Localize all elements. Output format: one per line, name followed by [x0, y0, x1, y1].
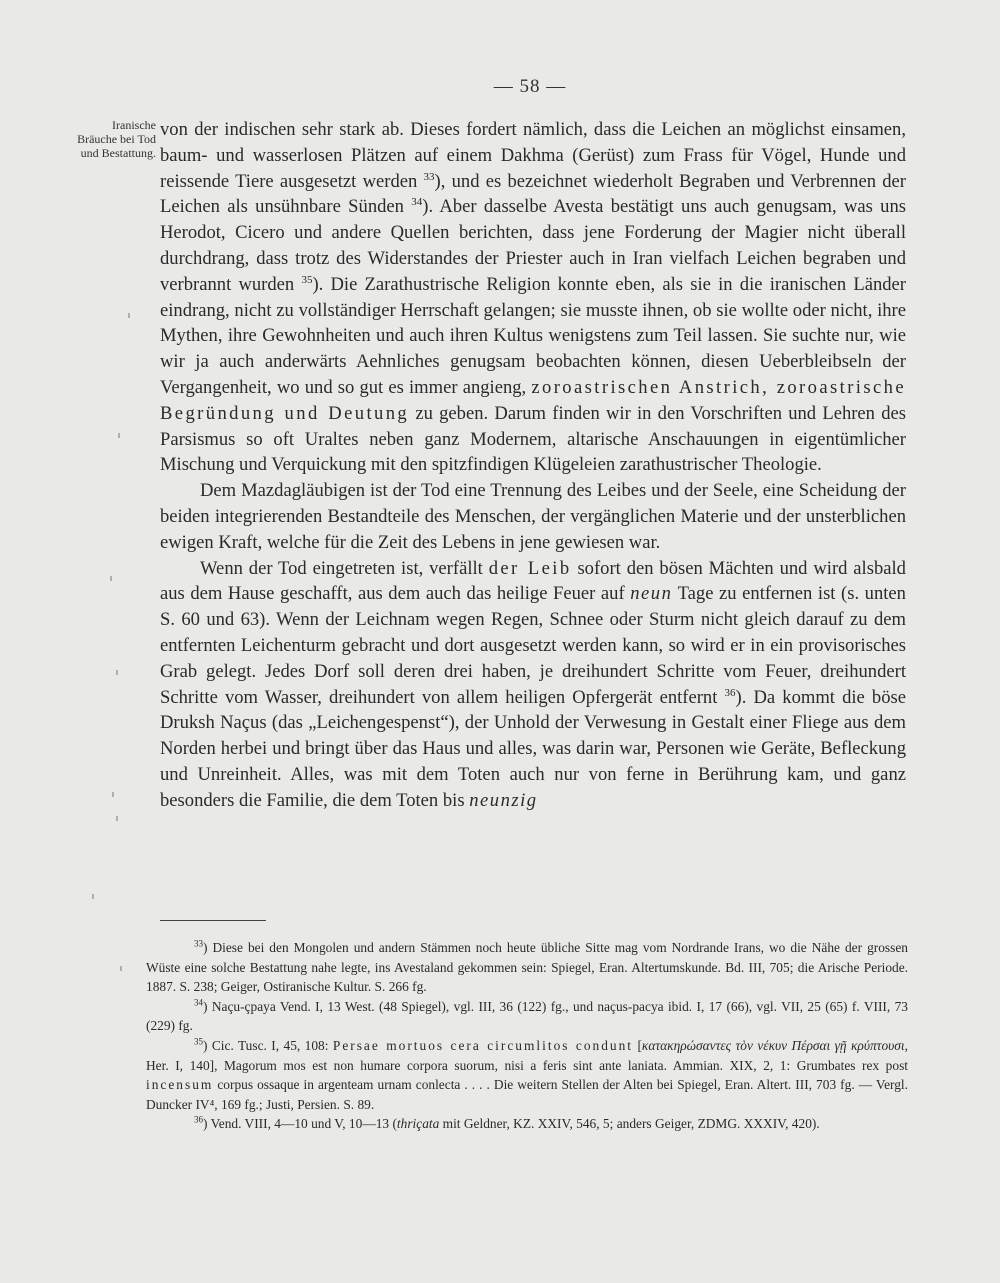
text-run: corpus ossaque in argenteam urnam conlecta . . . . Die weitern Stellen der Alten bei Spiegel, Eran. Altert. III, 703 fg. — Vergl. Duncker IV⁴, 169 fg.; Justi, Persien. S. 89. [146, 1077, 908, 1112]
footnote-ref: 35 [194, 1036, 203, 1047]
footnote [146, 1036, 908, 1114]
text-run: Tage zu entfernen ist (s. unten S. 60 und 63). Wenn der Leichnam wegen Regen, Schnee oder Sturm nicht gleich darauf zu dem entfernten Leichenturm gebracht und dort ausgesetzt werden kann, so wird er in ein provisorisches Grab gelegt. Jedes Dorf soll deren drei haben, je dreihundert Schritte vom Feuer, dreihundert Schritte vom Wasser, dreihundert von allem heiligen Opfergerät entfernt [160, 583, 906, 708]
footnote-ref: 33 [423, 170, 435, 183]
paragraph [160, 478, 906, 555]
footnote-ref: 36 [724, 686, 736, 699]
paragraph [160, 117, 906, 478]
marginal-line: Iranische [112, 118, 156, 132]
text-run: zu geben. Darum finden wir in den Vorschriften und Lehren des Parsismus so oft Uraltes neben ganz Modernem, altarische Anschauungen in eigentümlicher Mischung und Verquickung mit den spitzfindigen Klügeleien zarathustrischer Theologie. [160, 402, 906, 476]
text-run: neun [630, 583, 673, 605]
text-run: ) Diese bei den Mongolen und andern Stämmen noch heute übliche Sitte mag vom Nordrande Irans, wo die Nähe der grossen Wüste eine solche Bestattung nahe legte, ins Avestaland gekommen sein: Spiegel, Eran. Altertumskunde. Bd. III, 705; die Arische Periode. 1887. S. 238; Geiger, Ostiranische Kultur. S. 266 fg. [146, 940, 908, 995]
footnote [146, 1114, 908, 1134]
text-run: zoroastrischen Anstrich, zoroastrische Begründung und Deutung [160, 376, 906, 424]
marginal-line: Bräuche bei Tod [77, 132, 156, 146]
text-run: ). Da kommt die böse Druksh Naçus (das „Leichengespenst“), der Unhold der Verwesung in Gestalt einer Fliege aus dem Norden herbei und bringt über das Haus und alles, was darin war, Personen wie Geräte, Befleckung und Unreinheit. Alles, was mit dem Toten auch nur von ferne in Berührung kam, und ganz besonders die Familie, die dem Toten bis [160, 686, 906, 811]
marginal-line: und Bestattung. [80, 146, 156, 160]
footnote [146, 938, 908, 997]
text-run: ). Aber dasselbe Avesta bestätigt uns auch genugsam, was uns Herodot, Cicero und andere Quellen berichten, dass jene Forderung der Magier nicht überall durchdrang, dass trotz des Widerstandes der Priester auch in Iran vielfach Leichen begraben und verbrannt wurden [160, 196, 907, 295]
footnote-divider [160, 920, 266, 921]
text-run: Wenn der Tod eingetreten ist, verfällt [200, 557, 489, 579]
marginal-note [52, 118, 156, 160]
page-number: — 58 — [493, 76, 567, 97]
text-run: [ [633, 1037, 642, 1053]
text-run: ) Naçu-çpaya Vend. I, 13 West. (48 Spiegel), vgl. III, 36 (122) fg., und naçus-pacya ibid. I, 17 (66), vgl. VII, 25 (65) f. VIII, 73 (229) fg. [146, 998, 908, 1034]
text-run: ). Die Zarathustrische Religion konnte eben, als sie in die iranischen Länder eindrang, nicht zu vollständiger Herrschaft gelangen; sie musste ihnen, ob sie wollte oder nicht, ihre Mythen, ihre Gewohnheiten und auch ihren Kultus wenigstens zum Teil lassen. Sie suchte nur, wie wir ja auch anderwärts Aehnliches genugsam beobachten können, diesen Ueberbleibseln der Vergangenheit, wo und so gut es immer angieng, [160, 273, 906, 398]
text-run: incensum [146, 1077, 214, 1093]
text-run: κατακηρώσαντες τὸν νέκυν Πέρσαι γῇ κρύπτουσι [641, 1037, 905, 1053]
text-run: neunzig [469, 789, 538, 811]
text-run: , Her. I, 140], Magorum mos est non humare corpora suorum, nisi a feris sint ante laniata. Ammian. XIX, 2, 1: Grumbates rex post [146, 1037, 908, 1073]
text-run: thriçata [396, 1116, 440, 1132]
footnote-ref: 33 [194, 938, 203, 949]
footnote-ref: 34 [194, 997, 203, 1008]
text-run: von der indischen sehr stark ab. Dieses fordert nämlich, dass die Leichen an möglichst einsamen, baum- und wasserlosen Plätzen auf einem Dakhma (Gerüst) zum Frass für Vögel, Hunde und reissende Tiere ausgesetzt werden [160, 119, 906, 192]
footnote [146, 997, 908, 1036]
text-run: Dem Mazdagläubigen ist der Tod eine Trennung des Leibes und der Seele, eine Scheidung der beiden integrierenden Bestandteile des Menschen, der vergänglichen Materie und der unsterblichen ewigen Kraft, welche für die Zeit des Lebens in jene gewiesen war. [160, 480, 906, 553]
footnote-ref: 34 [411, 196, 423, 209]
text-run: der Leib [488, 557, 572, 579]
paragraph [160, 556, 906, 814]
footnote-ref: 36 [194, 1114, 203, 1125]
text-run: Persae mortuos cera circumlitos condunt [332, 1037, 634, 1053]
text-run: ) Cic. Tusc. I, 45, 108: [203, 1037, 333, 1053]
text-run: ), und es bezeichnet wiederholt Begraben und Verbrennen der Leichen als unsühnbare Sünden [160, 170, 906, 218]
text-run: mit Geldner, KZ. XXIV, 546, 5; anders Geiger, ZDMG. XXXIV, 420). [439, 1116, 820, 1132]
footnote-ref: 35 [301, 273, 313, 286]
footnotes [146, 938, 908, 1134]
main-text [160, 117, 906, 814]
text-run: sofort den bösen Mächten und wird alsbald aus dem Hause geschafft, aus dem auch das heilige Feuer auf [160, 557, 906, 605]
text-run: ) Vend. VIII, 4—10 und V, 10—13 ( [203, 1116, 397, 1132]
